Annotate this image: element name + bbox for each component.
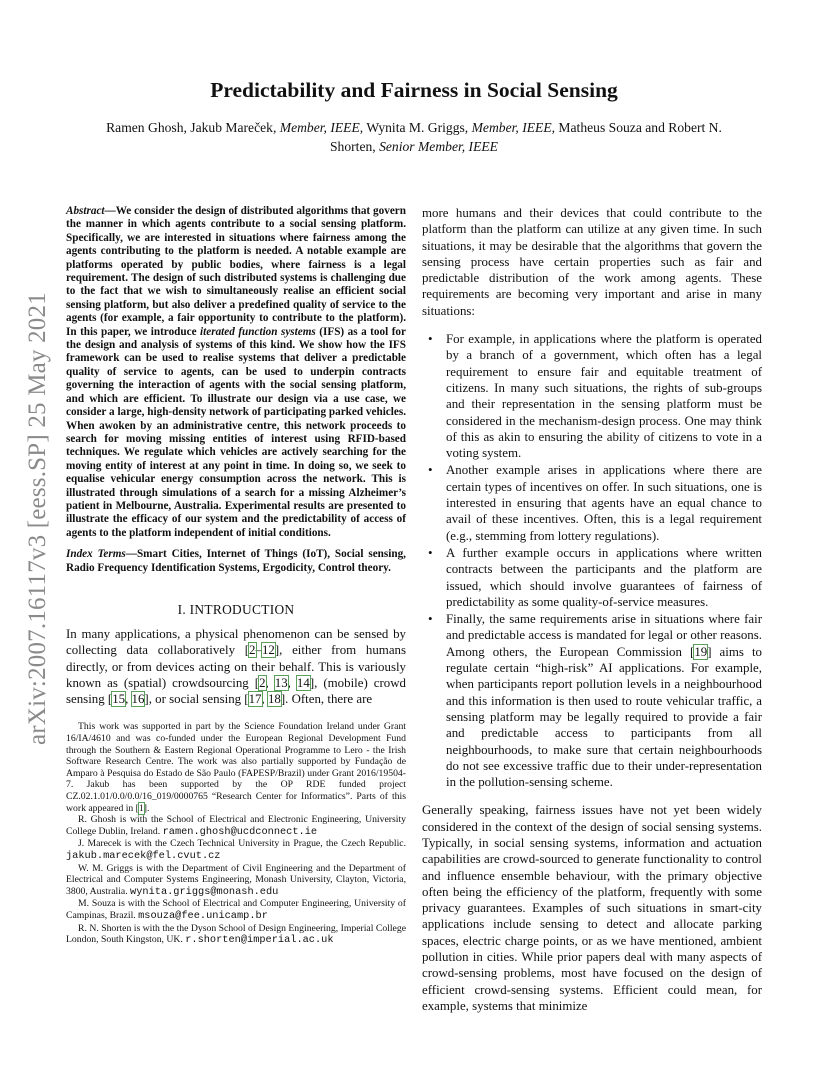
author-affiliation-2: Member, IEEE, [471,120,556,135]
intro-text: , [261,692,268,707]
affiliation-footnote [66,898,406,922]
intro-paragraph [66,626,406,707]
email-address: ramen.ghosh@ucdconnect.ie [162,825,318,838]
footnotes [66,721,406,946]
intro-text: , [265,675,275,690]
list-item: • Another example arises in applications where there are certain types of incentives on offer. In such situations, one is interested in ensuring that agents have an equal chance to avail of these incentives. Often, this is a legal requirement (e.g., stemming from lottery regulations). [446,462,762,543]
citation-link[interactable]: 18 [267,692,281,707]
email-address: jakub.marecek@fel.cvut.cz [66,849,221,862]
author-names-2: Wynita M. Griggs, [363,120,472,135]
list-item: • For example, in applications where the platform is operated by a branch of a government, which often has a legal requirement to ensure fair and equitable treatment of citizens. In many such situations, the rights of sub-groups and their representation in the sensing platform must be considered in the mechanism-design process. One may think of this as akin to ensuring the ability of citizens to vote in a voting system. [446,331,762,461]
author-names-3: Matheus Souza and Robert N. [555,120,722,135]
citation-link[interactable]: 19 [694,644,708,659]
intro-text: ], or social sensing [ [144,692,249,707]
paper-title: Predictability and Fairness in Social Sensing [210,78,618,102]
index-terms-text: —Smart Cities, Internet of Things (IoT), Social sensing, Radio Frequency Identification Systems, Ergodicity, Control theory. [66,548,406,574]
abstract-emphasis: iterated function systems [200,325,316,338]
footnote-text: This work was supported in part by the Science Foundation Ireland under Grant 16/IA/4610 and was co-funded under the European Regional Development Fund through the Southern & Eastern Regional Operational Programme to Lero - the Irish Software Research Centre. The work was also partially supported by Fundação de Amparo à Pesquisa do Estado de São Paulo (FAPESP/Brazil) under Grant 2016/19504-7. Jakub has been supported by the OP RDE funded project CZ.02.1.01/0.0/0.0/16_019/0000765 “Research Center for Informatics”. Parts of this work appeared in [ [66,721,406,814]
abstract-text-1: —We consider the design of distributed algorithms that govern the manner in which agents contribute to a social sensing platform. Specifically, we are interested in situations where fairness among the agents contributing to the platform is needed. A notable example are platforms operated by public bodies, where fairness is a legal requirement. The design of such distributed systems is challenging due to the fact that we wish to simultaneously realise an efficient social sensing platform, but also deliver a predefined quality of service to the agents (for example, a fair opportunity to contribute to the platform). In this paper, we introduce [66,205,406,338]
left-column [66,205,406,947]
author-affiliation-1: Member, IEEE, [279,120,364,135]
intro-text: In many applications, a physical phenomenon can be sensed by collecting data collaboratively [ [66,626,406,658]
affiliation-footnote [66,838,406,862]
author-list [60,118,768,156]
arxiv-identifier-stamp: arXiv:2007.16117v3 [eess.SP] 25 May 2021 [24,292,51,745]
intro-text: – [255,643,262,658]
affiliation-footnote [66,923,406,947]
abstract-text-2: (IFS) as a tool for the design and analysis of systems of this kind. We show how the IFS framework can be used to realise systems that deliver a predictable quality of service to agents, can be used to underpin contracts governing the interaction of agents with the social sensing platform, and which are efficient. To illustrate our design via a use case, we consider a large, high-density network of participating parked vehicles. When awoken by an administrative centre, this network proceeds to search for moving missing entities of interest using RFID-based techniques. We regulate which vehicles are actively searching for the moving entity of interest at any point in time. In doing so, we seek to equalise vehicular energy consumption across the network. This is illustrated through simulations of a search for a missing Alzheimer’s patient in Melbourne, Australia. Experimental results are presented to illustrate the efficacy of our system and the predictability of access of agents to the platform independent of initial conditions. [66,325,406,539]
intro-text: , [125,692,132,707]
citation-link[interactable]: 15 [112,692,126,707]
author-names-1: Ramen Ghosh, Jakub Mareček, [106,120,280,135]
citation-link[interactable]: 17 [248,692,262,707]
footnote-text: W. M. Griggs is with the Department of Civil Engineering and the Department of Electrical and Computer Systems Engineering, Monash University, Clayton, Victoria, 3800, Australia. [66,862,406,897]
email-address: r.shorten@imperial.ac.uk [185,934,334,947]
body-paragraph: more humans and their devices that could contribute to the platform than the platform can utilize at any given time. In such situations, it may be desirable that the algorithms that govern the sensing process have certain properties such as fair and predictable distribution of the work among agents. These requirements are becoming very important and arise in many situations: [422,206,762,318]
list-item-text: ] aims to regulate certain “high-risk” AI applications. For example, when participants report pollution levels in a neighbourhood and this information is then used to route vehicular traffic, a sensing platform may be legally required to provide a fair and predictable access to participants from all neighbourhoods, to make sure that certain neighbourhoods do not see excessive traffic due to their under-representation in the pollution-sensing scheme. [446,644,762,790]
bullet-list [422,331,762,790]
intro-text: , [287,675,297,690]
citation-link[interactable]: 1 [138,802,144,814]
footnote-text: R. Ghosh is with the School of Electrical and Electronic Engineering, University College Dublin, Ireland. [66,814,406,837]
intro-text: ], either from humans directly, or from devices acting on their behalf. This is variously known as (spatial) crowdsourcing [ [66,643,406,690]
list-item-text: Finally, the same requirements arise in situations where fair and predictable access is mandated for legal or other reasons. Among others, the European Commission [ [446,612,762,659]
citation-link[interactable]: 2 [259,675,266,690]
right-column [422,205,762,1014]
citation-link[interactable]: 16 [131,692,145,707]
author-affiliation-3: Senior Member, IEEE [379,139,498,154]
author-names-4: Shorten, [329,139,380,154]
citation-link[interactable]: 2 [249,643,256,658]
list-item [446,611,762,790]
footnote-text: J. Marecek is with the Czech Technical University in Prague, the Czech Republic. [78,838,406,850]
body-paragraph: Generally speaking, fairness issues have not yet been widely considered in the context of the design of social sensing systems. Typically, in social sensing systems, information and actuation capabilities are crowd-sourced to generate functionality to control and influence ensemble behaviour, with the primary objective often being the efficiency of the platform, frequently with some privacy guarantees. Examples of such situations in smart-city applications include sensing to detect and allocate parking spaces, electric charge points, or as we have mentioned, ambient pollution in cities. While prior papers deal with many aspects of crowd-sensing problems, most have focused on the design of efficient crowd-sensing systems. Efficient could mean, for example, systems that minimize [422,803,762,1013]
email-address: wynita.griggs@monash.edu [130,885,279,898]
section-heading-introduction: I. INTRODUCTION [177,601,295,617]
index-terms [66,548,406,575]
footnote-text: R. N. Shorten is with the the Dyson School of Design Engineering, Imperial College London, South Kingston, UK. [66,922,406,946]
affiliation-footnote [66,863,406,899]
list-item: • A further example occurs in applications where written contracts between the participants and the platform are issued, which should involve guarantees of fairness of predictability as some quality-of-service measures. [446,545,762,610]
abstract [66,205,406,540]
email-address: msouza@fee.unicamp.br [138,909,268,922]
citation-link[interactable]: 12 [261,643,275,658]
intro-text: ], (mobile) crowd sensing [ [66,675,406,707]
index-terms-lead: Index Terms [66,548,126,561]
citation-link[interactable]: 13 [274,675,288,690]
affiliation-footnote [66,814,406,838]
footnote-text: M. Souza is with the School of Electrical and Computer Engineering, University of Campinas, Brazil. [66,898,406,921]
abstract-lead: Abstract [66,205,105,217]
footnote-text: ]. [143,802,150,814]
funding-footnote [66,721,406,814]
citation-link[interactable]: 14 [296,675,310,690]
intro-text: ]. Often, there are [280,692,373,707]
